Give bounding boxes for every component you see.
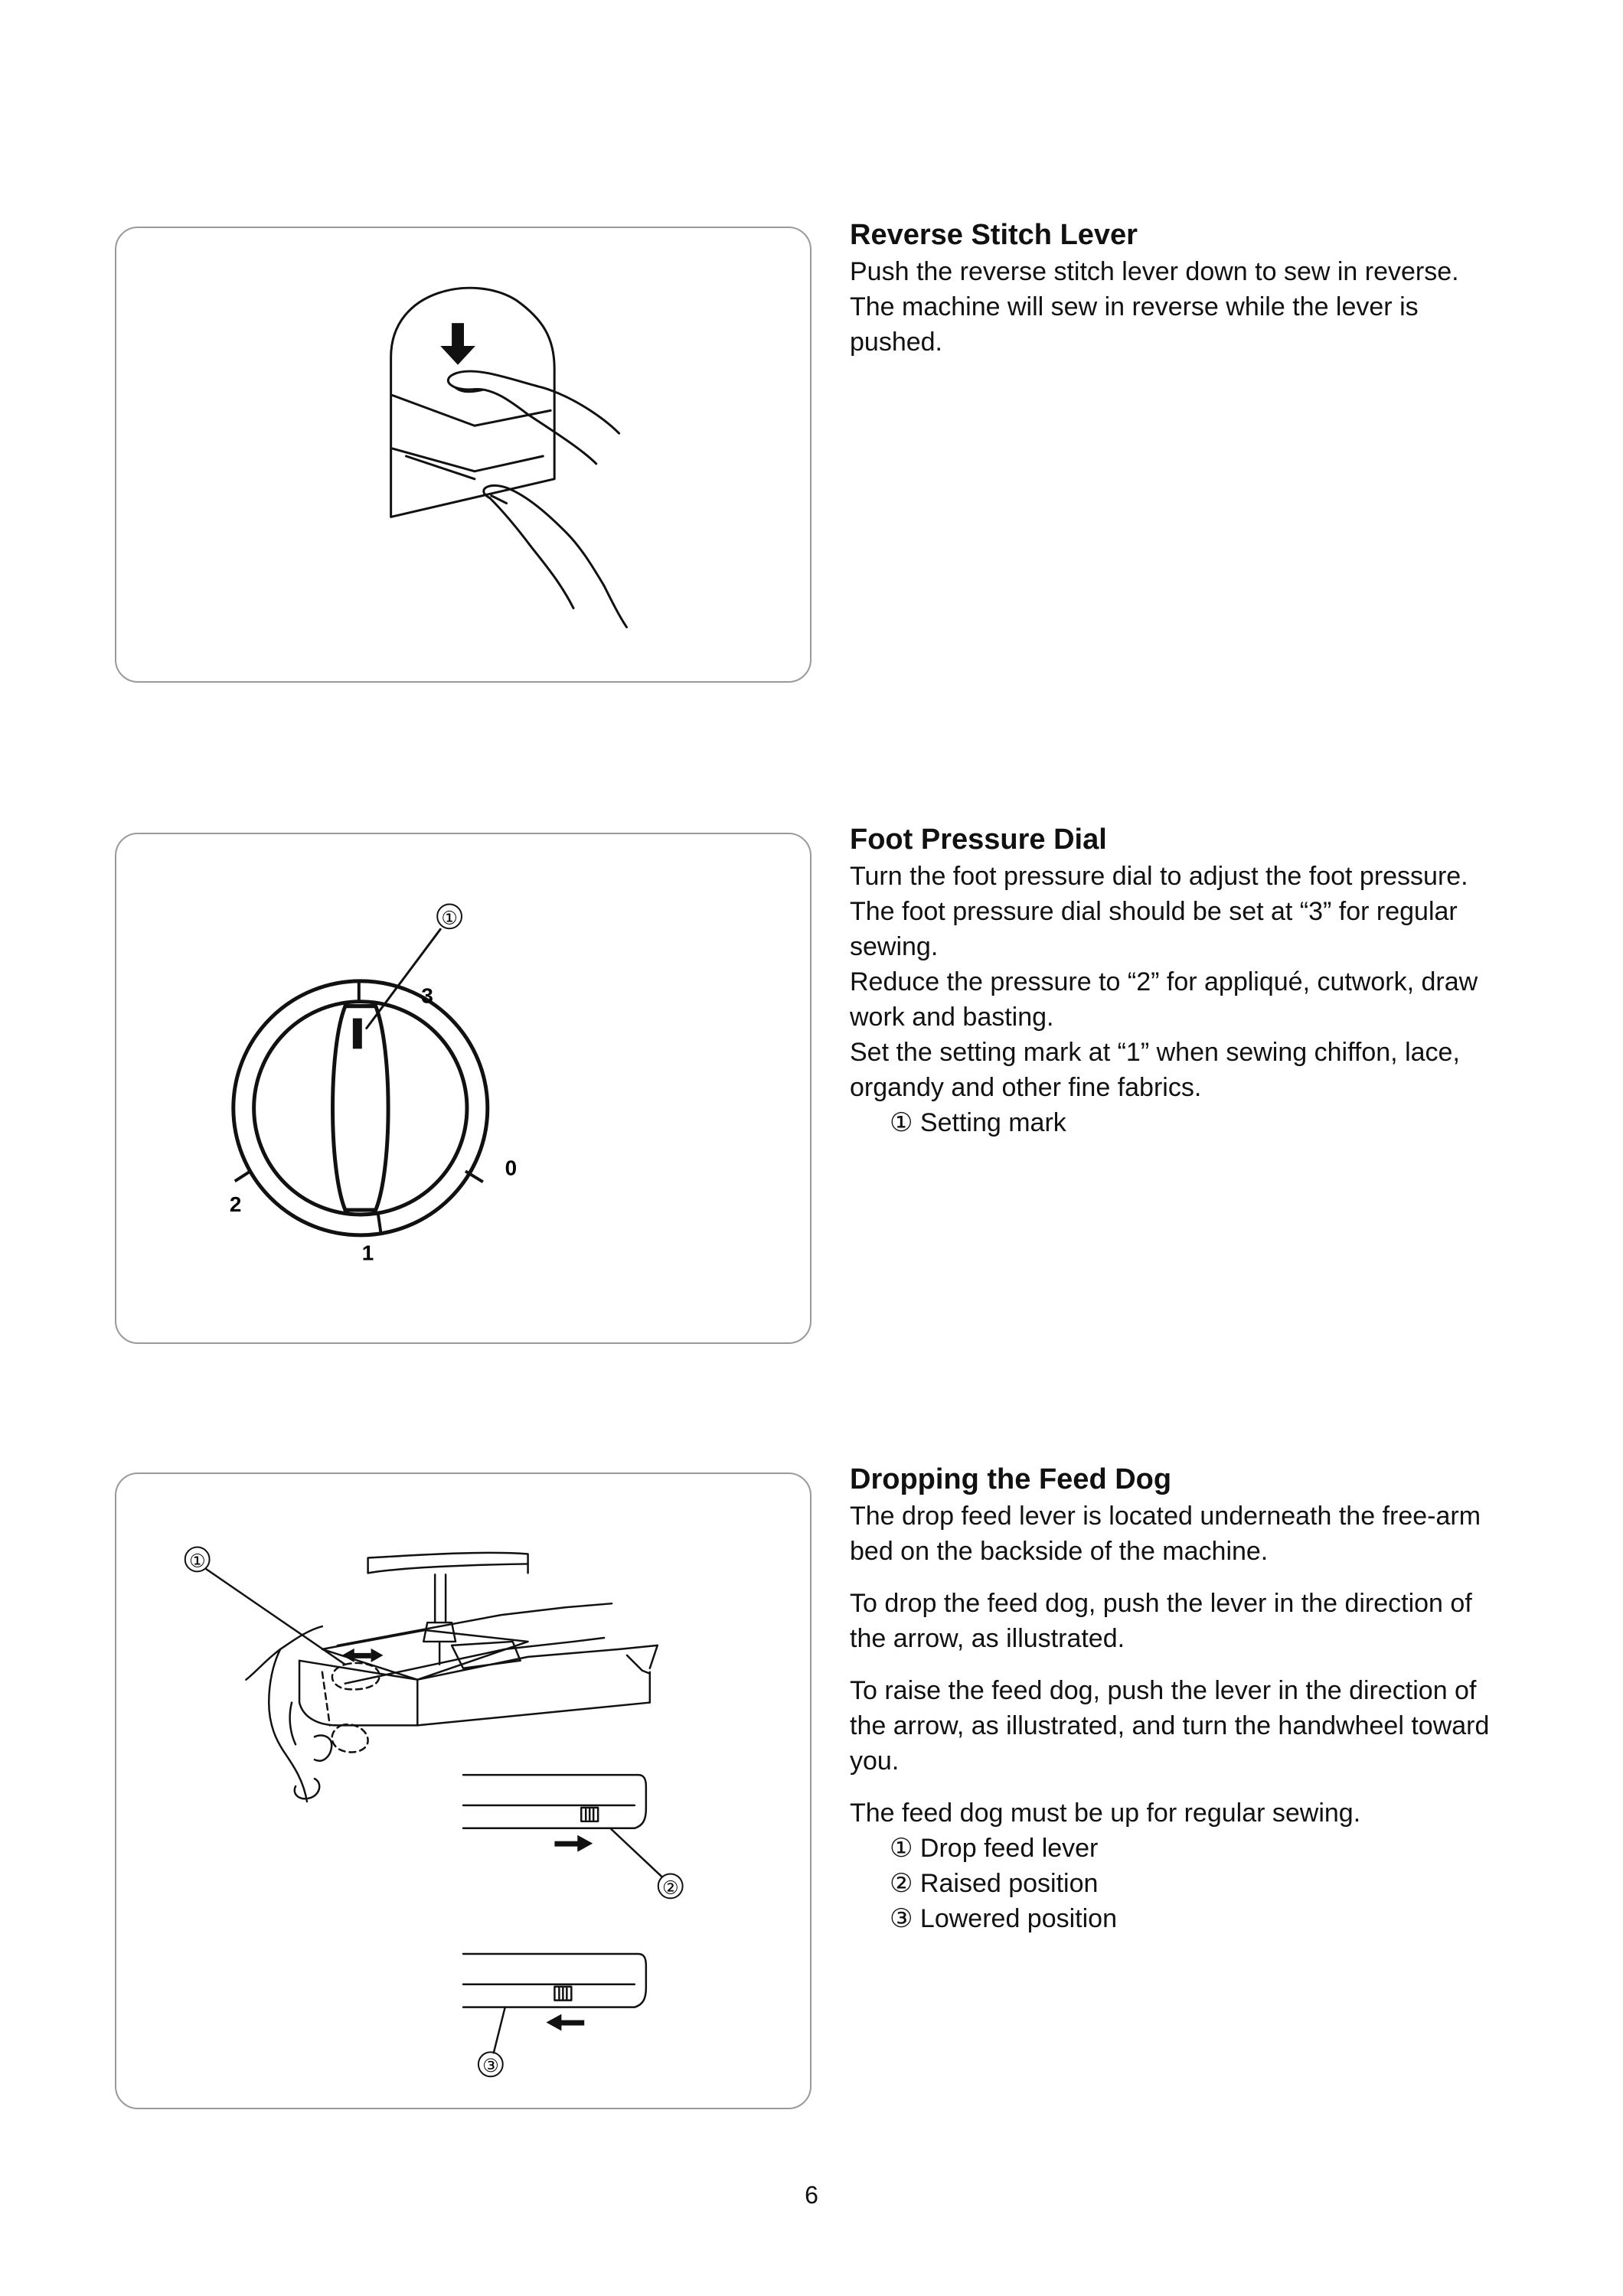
legend-item: ② Raised position	[890, 1869, 1099, 1898]
callout-leader-2	[610, 1828, 661, 1877]
dial-label-1: 1	[361, 1241, 374, 1265]
page-number: 6	[805, 2181, 818, 2209]
legend-item: ① Setting mark	[890, 1108, 1066, 1137]
section-title: Foot Pressure Dial	[850, 823, 1107, 856]
dial-label-2: 2	[229, 1192, 242, 1217]
foot-pressure-figure	[115, 833, 812, 1344]
reverse-arrow-icon	[440, 323, 475, 365]
legend-item: ③ Lowered position	[890, 1904, 1117, 1933]
lever-housing	[391, 288, 555, 517]
feed-dog-section	[850, 1460, 1554, 1936]
callout-leader	[367, 929, 440, 1028]
body-line: bed on the backside of the machine.	[850, 1537, 1269, 1566]
body-line: the arrow, as illustrated, and turn the handwheel toward	[850, 1711, 1490, 1740]
reverse-lever-section	[850, 216, 1554, 360]
reverse-lever-figure	[115, 227, 812, 683]
body-line: Set the setting mark at “1” when sewing chiffon, lace,	[850, 1038, 1460, 1067]
section-title: Dropping the Feed Dog	[850, 1463, 1172, 1495]
body-line: the arrow, as illustrated.	[850, 1624, 1125, 1653]
body-line: you.	[850, 1746, 900, 1776]
setting-mark	[353, 1019, 362, 1049]
body-line: Reduce the pressure to “2” for appliqué, cutwork, draw	[850, 967, 1478, 996]
callout-3	[478, 2052, 503, 2076]
callout-number: ①	[441, 908, 458, 929]
legend-item: ① Drop feed lever	[890, 1834, 1099, 1863]
foot-pressure-section	[850, 820, 1554, 1140]
right-arrow-icon	[554, 1835, 593, 1852]
callout-number: ③	[482, 2056, 499, 2077]
body-line: Turn the foot pressure dial to adjust the foot pressure.	[850, 862, 1468, 891]
raised-position-detail	[463, 1775, 646, 1828]
double-arrow-icon	[342, 1649, 384, 1662]
body-line: To drop the feed dog, push the lever in the direction of	[850, 1589, 1472, 1618]
body-line: organdy and other fine fabrics.	[850, 1073, 1202, 1102]
lever-panel-line	[393, 396, 551, 426]
body-line: To raise the feed dog, push the lever in the direction of	[850, 1676, 1477, 1705]
callout-leader-3	[494, 2007, 505, 2053]
callout-2	[658, 1874, 683, 1898]
feed-dog-figure	[115, 1473, 812, 2109]
body-line: pushed.	[850, 328, 942, 357]
left-arrow-icon	[546, 2014, 584, 2031]
foot-pressure-dial-illustration	[116, 834, 810, 1342]
section-title: Reverse Stitch Lever	[850, 219, 1138, 251]
body-line: The drop feed lever is located underneath the free-arm	[850, 1502, 1481, 1531]
body-line: The foot pressure dial should be set at “3” for regular	[850, 897, 1458, 926]
body-line: The feed dog must be up for regular sewing.	[850, 1799, 1361, 1828]
reverse-lever-illustration	[116, 228, 810, 681]
feed-dog-illustration	[116, 1474, 810, 2108]
dial-label-0: 0	[505, 1156, 518, 1180]
dial-label-3: 3	[421, 983, 433, 1008]
body-line: Push the reverse stitch lever down to sew in reverse.	[850, 257, 1459, 286]
body-line: sewing.	[850, 932, 939, 961]
callout-1	[437, 904, 462, 928]
hand	[246, 1626, 322, 1680]
callout-1	[185, 1548, 210, 1572]
body-line: work and basting.	[850, 1003, 1054, 1032]
callout-number: ①	[188, 1551, 206, 1572]
callout-number: ②	[661, 1877, 679, 1899]
callout-leader-1	[207, 1569, 345, 1664]
body-line: The machine will sew in reverse while the lever is	[850, 292, 1419, 321]
